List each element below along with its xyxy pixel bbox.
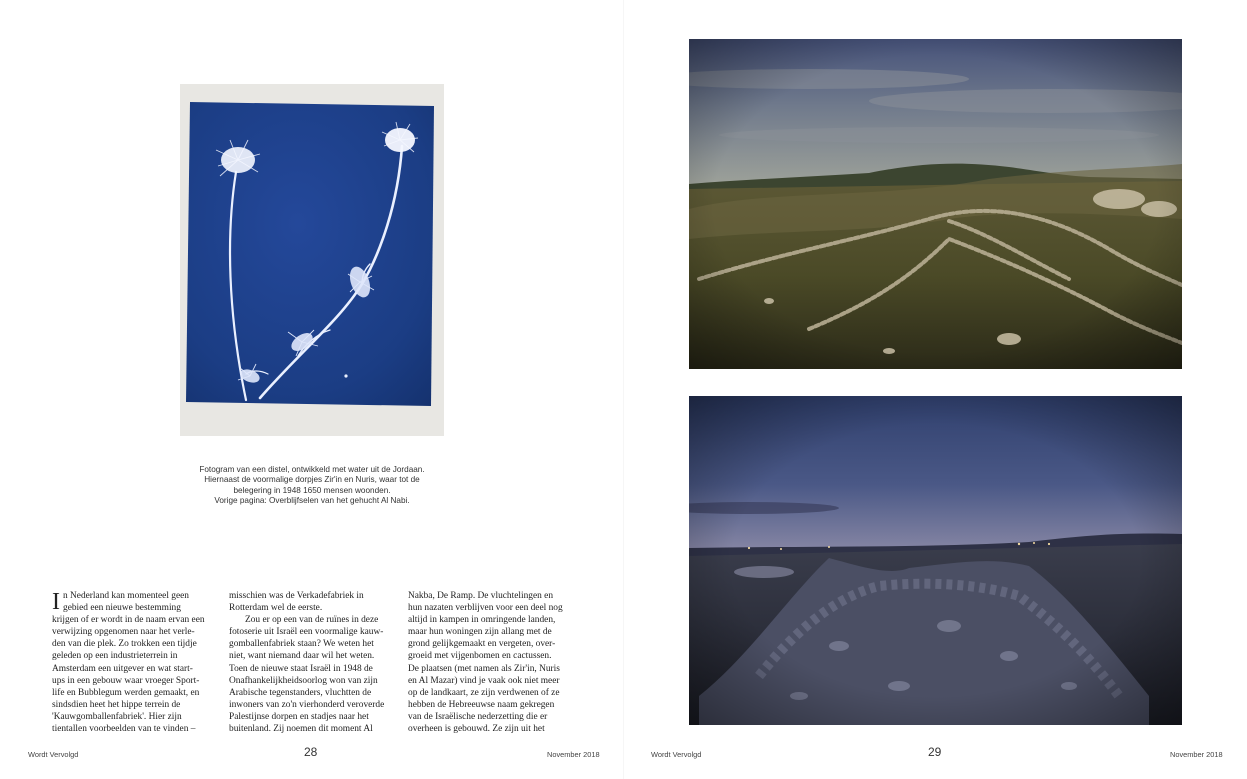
footer-date-right: November 2018 (1170, 750, 1223, 759)
page-number-left: 28 (304, 745, 318, 759)
text-line: life en Bubblegum werden gemaakt, en (52, 687, 200, 698)
rubble-dusk-illustration (689, 396, 1182, 725)
footer-section-left: Wordt Vervolgd (28, 750, 79, 759)
caption-line: Vorige pagina: Overblijfselen van het gehucht Al Nabi. (214, 496, 410, 506)
caption-line: Fotogram van een distel, ontwikkeld met water uit de Jordaan. (199, 465, 425, 474)
text-line: den van die plek. Zo trokken een tijdje (52, 639, 197, 650)
text-line: geleden op een industrieterrein in (52, 651, 178, 662)
text-line: Amsterdam een uitgever en wat start- (52, 663, 193, 674)
landscape-hills-illustration (689, 39, 1182, 369)
drop-cap: I (52, 589, 60, 615)
text-line: grond gelijkgemaakt en vergeten, over- (408, 639, 556, 650)
article-column-1 (52, 590, 218, 735)
text-line: Nakba, De Ramp. De vluchtelingen en (408, 591, 554, 601)
text-line: gebied een nieuwe bestemming (63, 603, 181, 614)
text-line: Palestijnse dorpen en stadjes naar het (229, 711, 369, 722)
text-line: op de landkaart, ze zijn verdwenen of ze (408, 687, 560, 698)
text-line: overheen is gebouwd. Ze zijn uit het (408, 724, 545, 735)
text-line: misschien was de Verkadefabriek in (229, 591, 364, 601)
cyanotype-thistle-photo (180, 84, 444, 436)
text-line: n Nederland kan momenteel geen (63, 591, 189, 601)
text-line: Zou er op een van de ruïnes in deze (245, 615, 379, 626)
article-column-3 (408, 590, 574, 735)
landscape-photo-hills (689, 39, 1182, 369)
text-line: groeid met vijgenbomen en cactussen. (408, 651, 552, 662)
text-line: verwijzing opgenomen naar het verle- (52, 627, 195, 638)
text-line: maar hun woningen zijn allang met de (408, 627, 552, 638)
photo-caption (190, 465, 434, 507)
text-line: buitenland. Zij noemen dit moment Al (229, 724, 373, 735)
text-line: Arabische tegenstanders, vluchtten de (229, 687, 372, 698)
spread-gutter (623, 0, 624, 779)
text-line: fotoserie uit Israël een voormalige kauw- (229, 627, 384, 638)
text-line: altijd in kampen in omringende landen, (408, 615, 556, 626)
text-line: hebben de Hebreeuwse naam gekregen (408, 699, 555, 710)
text-line: De plaatsen (met namen als Zir'in, Nuris (408, 663, 560, 674)
text-line: Onafhankelijkheidsoorlog won van zijn (229, 675, 378, 686)
text-line: Toen de nieuwe staat Israël in 1948 de (229, 663, 373, 674)
page-number-right: 29 (928, 745, 942, 759)
footer-section-right: Wordt Vervolgd (651, 750, 702, 759)
thistle-photogram-illustration (180, 84, 444, 436)
text-line: gomballenfabriek staan? We weten het (229, 639, 374, 650)
article-column-2 (229, 590, 395, 735)
text-line: ups in een gebouw waar vroeger Sport- (52, 675, 200, 686)
text-line: en Al Mazar) vind je vaak ook niet meer (408, 675, 560, 686)
caption-line: belegering in 1948 1650 mensen woonden. (233, 485, 391, 495)
text-line: sindsdien heet het hippe terrein de (52, 699, 181, 710)
text-line: inwoners van zo'n vierhonderd veroverde (229, 699, 385, 710)
text-line: tientallen voorbeelden van te vinden – (52, 724, 196, 735)
text-line: krijgen of er wordt in de naam ervan een (52, 615, 205, 626)
text-line: Rotterdam wel de eerste. (229, 603, 323, 614)
text-line: hun nazaten verblijven voor een deel nog (408, 603, 563, 614)
landscape-photo-rubble-dusk (689, 396, 1182, 725)
text-line: van de Israëlische nederzetting die er (408, 711, 548, 722)
text-line: 'Kauwgomballenfabriek'. Hier zijn (52, 711, 182, 722)
footer-date-left: November 2018 (547, 750, 600, 759)
text-line: niet, want niemand daar wil het weten. (229, 651, 375, 662)
caption-line: Hiernaast de voormalige dorpjes Zir'in en Nuris, waar tot de (204, 475, 420, 485)
